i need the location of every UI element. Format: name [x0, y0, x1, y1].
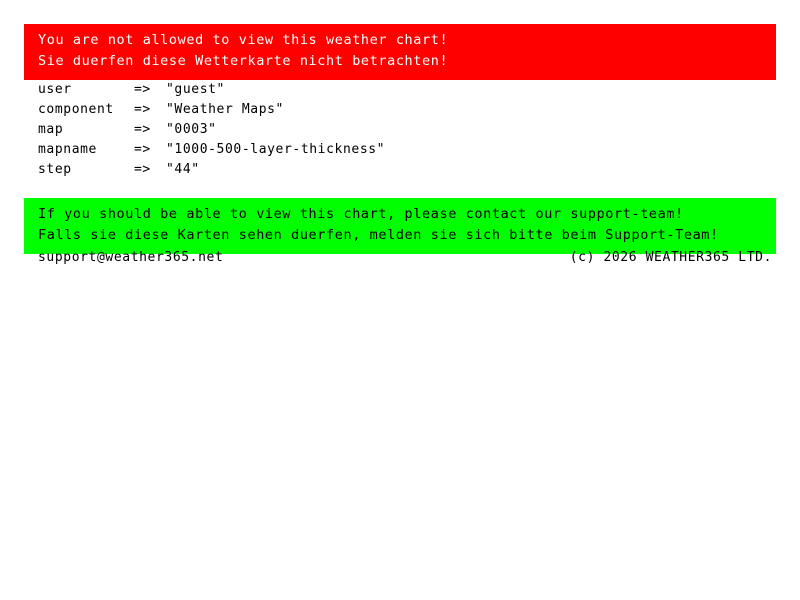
- error-banner-line-en: You are not allowed to view this weather chart!: [38, 32, 449, 48]
- footer: [38, 250, 772, 265]
- parameter-value: "1000-500-layer-thickness": [166, 142, 386, 157]
- parameter-value: "0003": [166, 122, 217, 137]
- parameter-row: [38, 120, 385, 140]
- support-email-link[interactable]: support@weather365.net: [38, 250, 224, 265]
- parameter-value: "Weather Maps": [166, 102, 284, 117]
- parameter-arrow: =>: [134, 102, 151, 117]
- parameter-arrow: =>: [134, 142, 151, 157]
- parameter-key: step: [38, 162, 72, 177]
- info-banner-line-de: Falls sie diese Karten sehen duerfen, melden sie sich bitte beim Support-Team!: [38, 227, 719, 243]
- info-banner-line-en: If you should be able to view this chart, please contact our support-team!: [38, 206, 684, 222]
- parameter-arrow: =>: [134, 82, 151, 97]
- parameter-row: [38, 100, 385, 120]
- copyright-text: (c) 2026 WEATHER365 LTD.: [569, 250, 772, 265]
- parameter-arrow: =>: [134, 162, 151, 177]
- parameter-row: [38, 160, 385, 180]
- parameter-row: [38, 140, 385, 160]
- info-banner: [24, 198, 776, 254]
- parameter-value: "guest": [166, 82, 225, 97]
- parameter-key: mapname: [38, 142, 97, 157]
- parameter-list: [38, 80, 385, 180]
- parameter-value: "44": [166, 162, 200, 177]
- error-banner: [24, 24, 776, 80]
- error-banner-line-de: Sie duerfen diese Wetterkarte nicht betrachten!: [38, 53, 449, 69]
- parameter-row: [38, 80, 385, 100]
- parameter-key: component: [38, 102, 114, 117]
- parameter-key: user: [38, 82, 72, 97]
- parameter-key: map: [38, 122, 64, 137]
- parameter-arrow: =>: [134, 122, 151, 137]
